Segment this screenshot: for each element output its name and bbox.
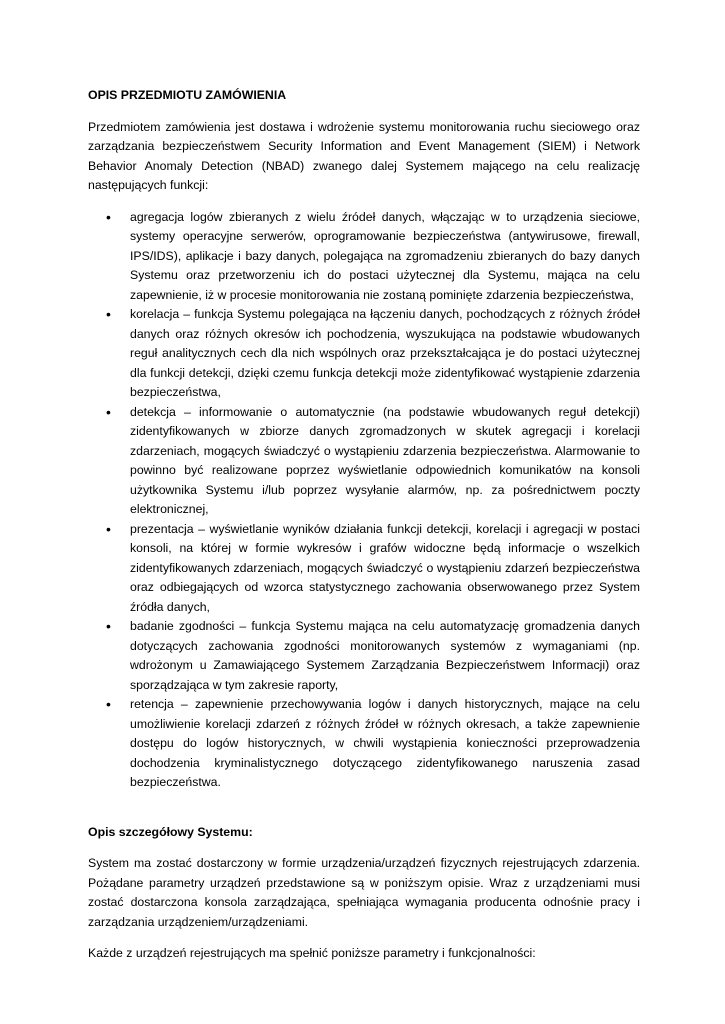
list-item: • badanie zgodności – funkcja Systemu mająca na celu automatyzację gromadzenia danych dotyczących zachowania zgodności monitorowanych systemów z wymaganiami (np. wdrożonym u Zamawiającego Systemem Zarządzania Bezpieczeństwem Informacji) oraz sporządzająca w tym zakresie raporty, xyxy=(106,618,640,692)
system-details-section xyxy=(88,823,640,964)
section-heading-order-description: OPIS PRZEDMIOTU ZAMÓWIENIA xyxy=(88,88,287,102)
bullet-icon: • xyxy=(106,306,111,322)
section-heading-system-details: Opis szczegółowy Systemu: xyxy=(88,824,253,839)
system-paragraph: System ma zostać dostarczony w formie urządzenia/urządzeń fizycznych rejestrujących zdarzenia. Pożądane parametry urządzeń przedstawione są w poniższym opisie. Wraz z urządzeniami musi zostać dostarczona konsola zarządzająca, spełniająca wymagania producenta odnośnie pracy i zarządzania urządzeniem/urządzeniami. xyxy=(88,856,640,929)
list-item: • retencja – zapewnienie przechowywania logów i danych historycznych, mające na celu umożliwienie korelacji zdarzeń z różnych źródeł w różnych okresach, a także zapewnienie dostępu do logów historycznych, w chwili wystąpienia konieczności przeprowadzenia dochodzenia kryminalistycznego dotyczącego zidentyfikowanego naruszenia zasad bezpieczeństwa. xyxy=(106,696,640,789)
bullet-icon: • xyxy=(106,403,111,420)
list-item: • korelacja – funkcja Systemu polegająca na łączeniu danych, pochodzących z różnych źródeł danych oraz różnych okresów ich pochodzenia, wyszukująca na podstawie wbudowanych reguł analitycznych cech dla nich wspólnych oraz przekształcająca je do postaci użytecznej dla funkcji detekcji, dzięki czemu funkcja detekcji może zidentyfikować wystąpienie zdarzenia bezpieczeństwa, xyxy=(106,306,640,399)
devices-paragraph: Każde z urządzeń rejestrujących ma spełnić poniższe parametry i funkcjonalności: xyxy=(88,946,536,960)
functions-list xyxy=(88,208,640,793)
list-item: • prezentacja – wyświetlanie wyników działania funkcji detekcji, korelacji i agregacji w postaci konsoli, na której w formie wykresów i grafów widoczne będą informacje o wszelkich zidentyfikowanych zdarzeniach, mogących świadczyć o wystąpieniu zdarzeń bezpieczeństwa oraz odbiegających od wzorca statystycznego zachowania obserwowanego przez System źródła danych, xyxy=(106,520,640,614)
bullet-icon: • xyxy=(106,520,111,537)
document-page xyxy=(88,86,640,976)
bullet-icon: • xyxy=(106,696,111,712)
list-item: • agregacja logów zbieranych z wielu źródeł danych, włączając w to urządzenia sieciowe, systemy operacyjne serwerów, oprogramowanie bezpieczeństwa (antywirusowe, firewall, IPS/IDS), aplikacje i bazy danych, polegająca na zgromadzeniu zbieranych do bazy danych Systemu oraz przetworzeniu ich do postaci użytecznej dla Systemu, mająca na celu zapewnienie, iż w procesie monitorowania nie zostaną pominięte zdarzenia bezpieczeństwa, xyxy=(106,208,640,302)
intro-paragraph: Przedmiotem zamówienia jest dostawa i wdrożenie systemu monitorowania ruchu sieciowego oraz zarządzania bezpieczeństwem Security Information and Event Management (SIEM) i Network Behavior Anomaly Detection (NBAD) zwanego dalej Systemem mającego na celu realizację następujących funkcji: xyxy=(88,119,640,192)
bullet-icon: • xyxy=(106,208,111,225)
list-item: • detekcja – informowanie o automatycznie (na podstawie wbudowanych reguł detekcji) zidentyfikowanych w zbiorze danych zgromadzonych w skutek agregacji i korelacji zdarzeniach, mogących świadczyć o wystąpieniu zdarzenia bezpieczeństwa. Alarmowanie to powinno być realizowane poprzez wyświetlanie odpowiednich komunikatów na konsoli użytkownika Systemu i/lub poprzez wysyłanie alarmów, np. za pośrednictwem poczty elektronicznej, xyxy=(106,403,640,516)
bullet-icon: • xyxy=(106,618,111,634)
